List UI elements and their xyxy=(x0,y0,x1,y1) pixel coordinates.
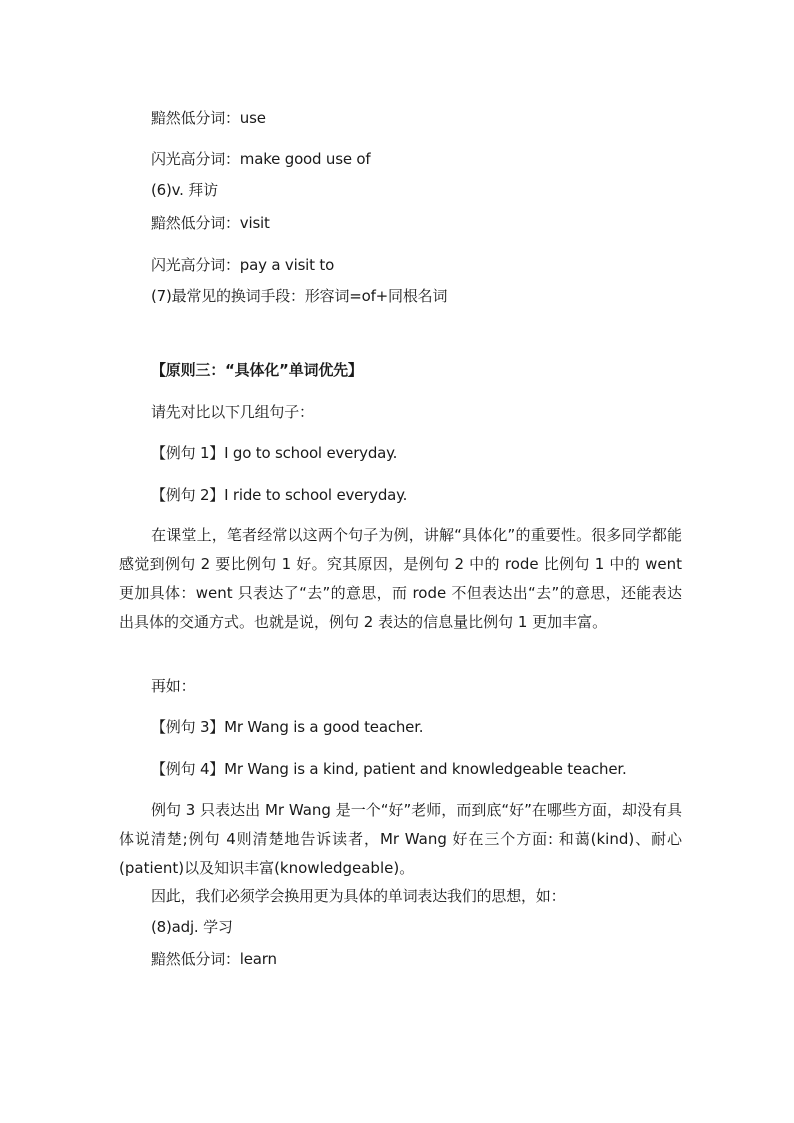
text-line: 再如： xyxy=(151,677,196,695)
text-line: 黯然低分词：learn xyxy=(151,950,277,968)
example-sentence: 【例句 2】I ride to school everyday. xyxy=(151,486,408,504)
text-line: 请先对比以下几组句子： xyxy=(151,403,314,421)
text-line: (6)v. 拜访 xyxy=(151,181,218,199)
text-line: 闪光高分词：make good use of xyxy=(151,150,371,168)
example-sentence: 【例句 1】I go to school everyday. xyxy=(151,444,398,462)
text-line: (8)adj. 学习 xyxy=(151,918,233,936)
text-line: 黯然低分词：use xyxy=(151,109,266,127)
text-line: 因此，我们必须学会换用更为具体的单词表达我们的思想，如： xyxy=(151,887,566,905)
example-sentence: 【例句 3】Mr Wang is a good teacher. xyxy=(151,718,424,736)
paragraph: 在课堂上，笔者经常以这两个句子为例，讲解“具体化”的重要性。很多同学都能感觉到例句 2 要比例句 1 好。究其原因，是例句 2 中的 rode 比例句 1 中的 went 更加具体：went 只表达了“去”的意思，而 rode 不但表达出“去”的意思，还能表达出具体的交通方式。也就是说，例句 2 表达的信息量比例句 1 更加丰富。 xyxy=(119,526,682,631)
section-heading: 【原则三：“具体化”单词优先】 xyxy=(151,361,363,379)
example-sentence: 【例句 4】Mr Wang is a kind, patient and knowledgeable teacher. xyxy=(151,760,627,778)
text-line: 黯然低分词：visit xyxy=(151,214,270,232)
text-line: 闪光高分词：pay a visit to xyxy=(151,256,335,274)
paragraph: 例句 3 只表达出 Mr Wang 是一个“好”老师，而到底“好”在哪些方面，却没有具体说清楚;例句 4则清楚地告诉读者，Mr Wang 好在三个方面: 和蔼(kind)、耐心(patient)以及知识丰富(knowledgeable)。 xyxy=(119,801,682,877)
text-line: (7)最常见的换词手段：形容词=of+同根名词 xyxy=(151,287,448,305)
